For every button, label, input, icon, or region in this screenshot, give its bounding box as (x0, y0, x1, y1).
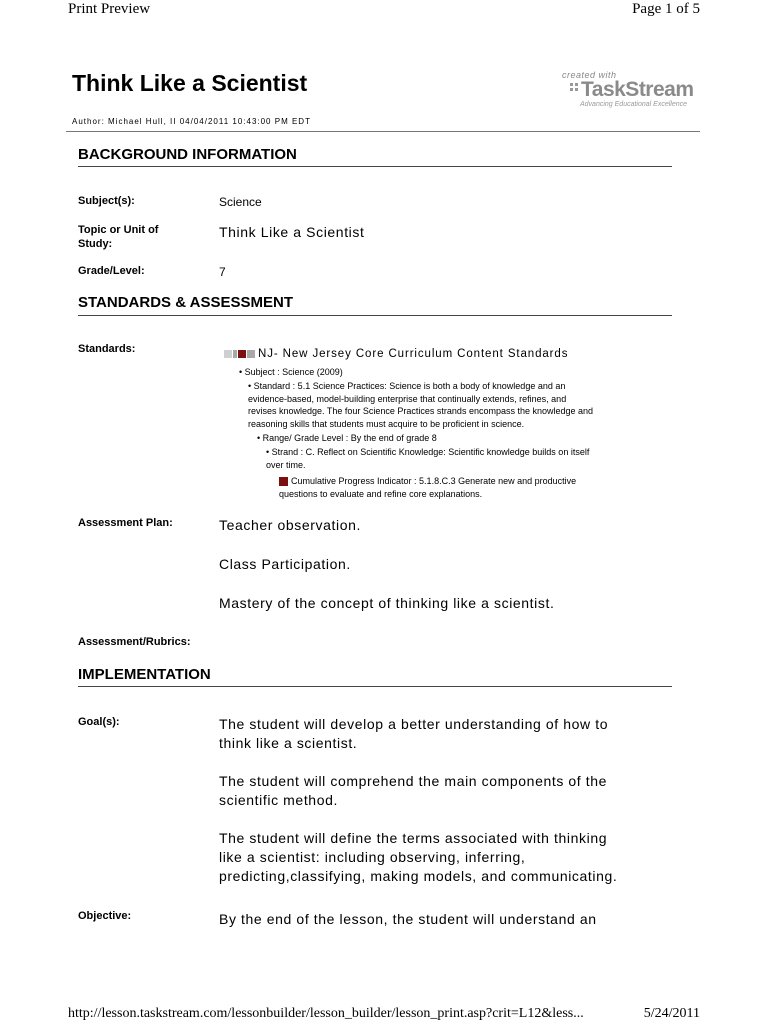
taskstream-logo (556, 70, 701, 112)
strand-line: Strand : C. Reflect on Scientific Knowledge: Scientific knowledge builds on itself (271, 447, 590, 457)
standard-chip-icon (224, 350, 232, 358)
standard-chip-icon (233, 350, 237, 358)
section-divider (78, 315, 672, 316)
standards-title-text: NJ- New Jersey Core Curriculum Content Standards (258, 348, 569, 360)
standards-title (224, 348, 568, 360)
cumulative-progress-indicator (279, 475, 679, 500)
logo-tagline: Advancing Educational Excellence (580, 101, 688, 108)
footer-url-link[interactable]: http://lesson.taskstream.com/lessonbuilder/lesson_builder/lesson_print.asp?crit=L12&less... (68, 1006, 584, 1021)
logo-dot (575, 83, 578, 86)
lesson-title: Think Like a Scientist (72, 70, 308, 96)
subject-label: Subject(s): (78, 195, 135, 207)
cpi-line: questions to evaluate and refine core explanations. (279, 488, 483, 499)
topic-label (78, 223, 158, 251)
logo-dot (575, 88, 578, 91)
standards-label: Standards: (78, 343, 136, 355)
standard-chip-icon (238, 350, 246, 358)
topic-label-line: Study: (78, 238, 113, 250)
goal-item (219, 715, 608, 753)
goal-item (219, 772, 607, 810)
assessment-plan-item: Class Participation. (219, 556, 351, 572)
assessment-plan-label: Assessment Plan: (78, 517, 173, 529)
standard-strand: • Strand : C. Reflect on Scientific Knowledge: Scientific knowledge builds on itself over time. (266, 446, 676, 471)
background-heading: BACKGROUND INFORMATION (78, 146, 297, 163)
print-preview-label: Print Preview (68, 1, 151, 17)
assessment-rubrics-label: Assessment/Rubrics: (78, 636, 191, 648)
standards-heading: STANDARDS & ASSESSMENT (78, 294, 294, 311)
page-indicator: Page 1 of 5 (632, 1, 700, 17)
topic-label-line: Topic or Unit of (78, 224, 159, 236)
footer-date: 5/24/2011 (643, 1006, 700, 1021)
subject-value: Science (219, 195, 262, 209)
goal-line: scientific method. (219, 792, 338, 808)
goal-line: The student will develop a better understanding of how to (219, 716, 609, 732)
cpi-marker-icon (279, 477, 288, 486)
logo-created-with: created with (562, 70, 617, 80)
logo-brand: TaskStream (581, 78, 694, 101)
strand-line: over time. (266, 459, 306, 470)
author-line: Author: Michael Hull, II 04/04/2011 10:43:00 PM EDT (72, 117, 311, 126)
standard-subject-text: Subject : Science (2009) (244, 367, 343, 377)
standard-subject: • Subject : Science (2009) (239, 367, 343, 377)
standard-range: • Range/ Grade Level : By the end of grade 8 (257, 433, 437, 443)
logo-dot (570, 83, 573, 86)
title-divider (66, 131, 700, 132)
standard-chip-icon (247, 350, 255, 358)
standard-range-text: Range/ Grade Level : By the end of grade 8 (262, 433, 437, 443)
goal-line: The student will define the terms associated with thinking (219, 830, 608, 846)
grade-label: Grade/Level: (78, 265, 145, 277)
standard-line: revises knowledge. The four Science Practices strands encompass the knowledge and (248, 406, 594, 416)
objective-value: By the end of the lesson, the student will understand an (219, 911, 597, 927)
standard-description: • Standard : 5.1 Science Practices: Science is both a body of knowledge and an evidence-based, model-building enterprise that continually extends, refines, and revises knowledge. The four Science Practices strands encompass the knowledge and reasoning skills that students must acquire to be proficient in science. (248, 380, 668, 430)
assessment-plan-item: Mastery of the concept of thinking like a scientist. (219, 595, 555, 611)
cpi-line: Cumulative Progress Indicator : 5.1.8.C.3 Generate new and productive (291, 476, 577, 486)
logo-dot (570, 88, 573, 91)
goals-label: Goal(s): (78, 716, 120, 728)
goal-item (219, 829, 617, 886)
implementation-heading: IMPLEMENTATION (78, 666, 211, 683)
standard-line: evidence-based, model-building enterprise that continually extends, refines, and (248, 393, 567, 404)
assessment-plan-item: Teacher observation. (219, 517, 361, 533)
section-divider (78, 686, 672, 687)
goal-line: think like a scientist. (219, 735, 358, 751)
grade-value: 7 (219, 265, 226, 279)
goal-line: like a scientist: including observing, inferring, (219, 849, 526, 865)
objective-label: Objective: (78, 910, 132, 922)
topic-value: Think Like a Scientist (219, 224, 365, 240)
standard-line: reasoning skills that students must acquire to be proficient in science. (248, 418, 525, 429)
section-divider (78, 166, 672, 167)
goal-line: The student will comprehend the main components of the (219, 773, 608, 789)
goal-line: predicting,classifying, making models, and communicating. (219, 868, 618, 884)
standard-line: Standard : 5.1 Science Practices: Science is both a body of knowledge and an (253, 381, 566, 391)
